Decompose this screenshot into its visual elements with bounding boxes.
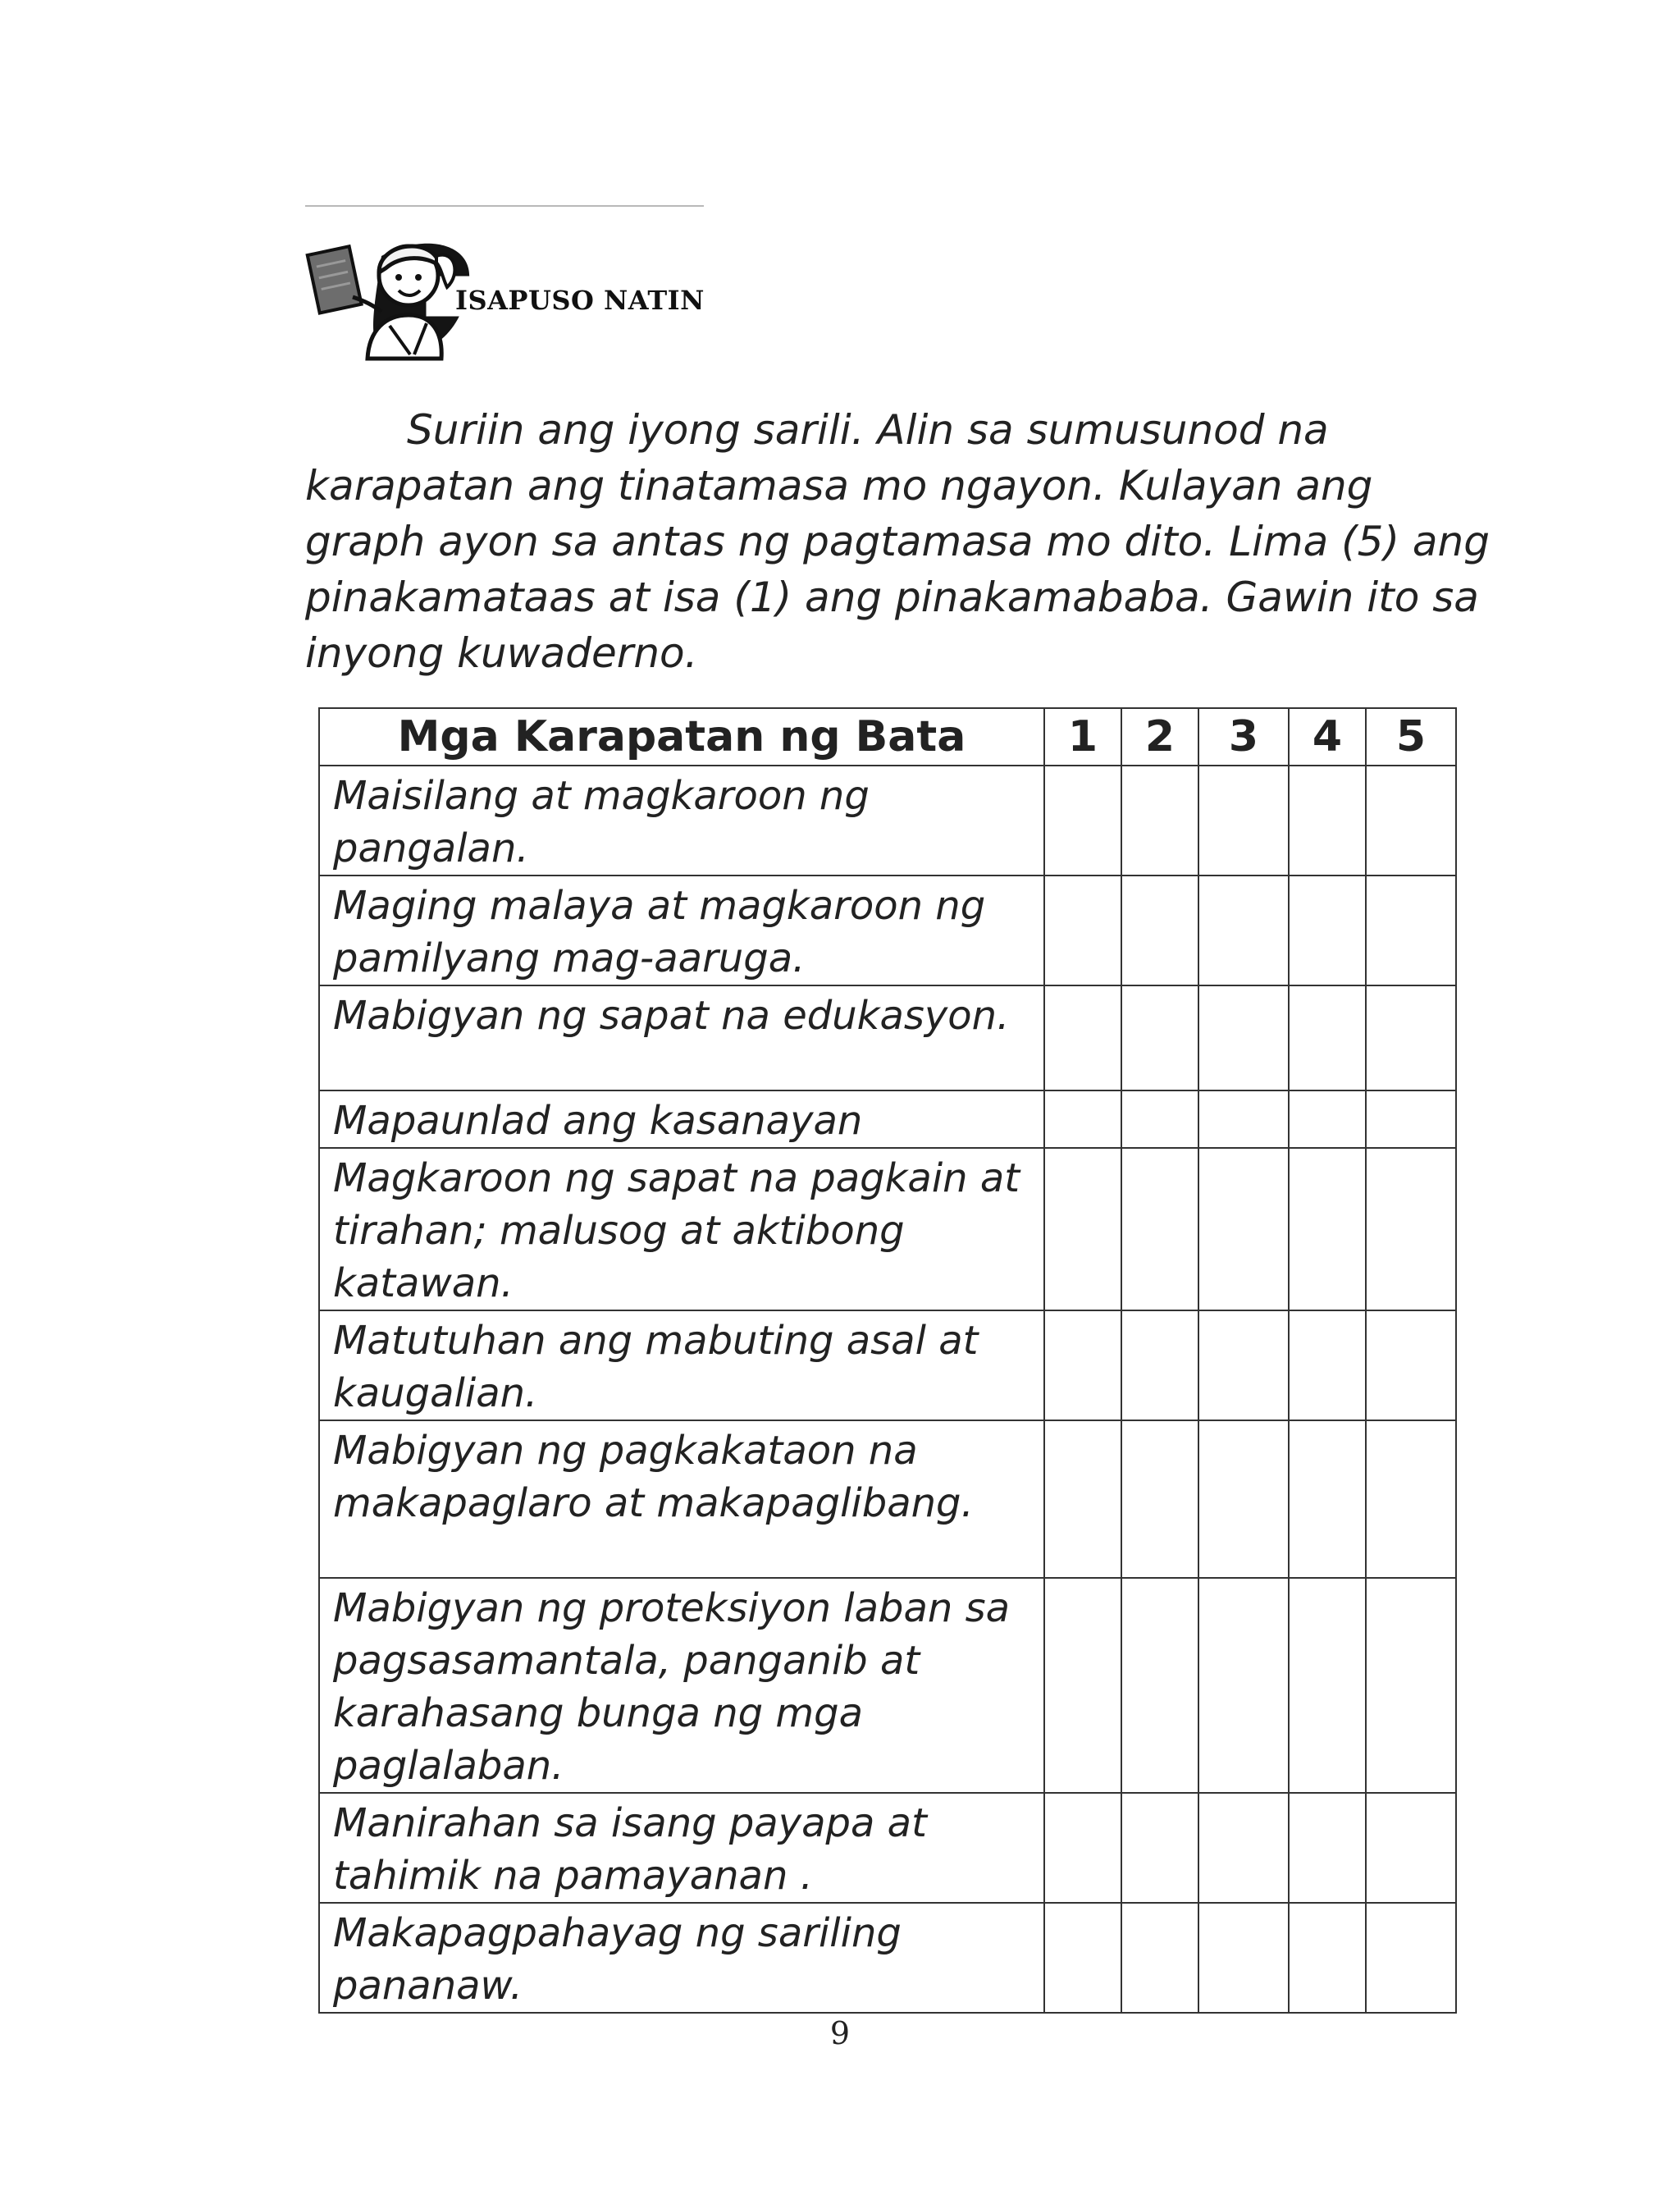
right-label: Mabigyan ng pagkakataon na makapaglaro at makapaglibang.	[319, 1420, 1044, 1578]
rating-cell-1[interactable]	[1044, 1793, 1121, 1903]
header-rating-5: 5	[1366, 708, 1456, 766]
rating-cell-3[interactable]	[1198, 1578, 1289, 1793]
rating-cell-5[interactable]	[1366, 1578, 1456, 1793]
rating-cell-3[interactable]	[1198, 1148, 1289, 1310]
rating-cell-4[interactable]	[1289, 1793, 1366, 1903]
rating-cell-4[interactable]	[1289, 1903, 1366, 2013]
right-label: Makapagpahayag ng sariling pananaw.	[319, 1903, 1044, 2013]
rating-cell-3[interactable]	[1198, 1090, 1289, 1148]
rating-cell-1[interactable]	[1044, 1578, 1121, 1793]
instructions	[305, 402, 1503, 681]
header-rating-4: 4	[1289, 708, 1366, 766]
rating-cell-5[interactable]	[1366, 766, 1456, 876]
table-row	[319, 1420, 1456, 1578]
right-label: Manirahan sa isang payapa at tahimik na pamayanan .	[319, 1793, 1044, 1903]
rating-cell-5[interactable]	[1366, 985, 1456, 1090]
rating-cell-2[interactable]	[1121, 1420, 1198, 1578]
right-label: Matutuhan ang mabuting asal at kaugalian.	[319, 1310, 1044, 1420]
rating-cell-4[interactable]	[1289, 1148, 1366, 1310]
instructions-text: Suriin ang iyong sarili. Alin sa sumusunod na karapatan ang tinatamasa mo ngayon. Kulayan ang graph ayon sa antas ng pagtamasa mo dito. Lima (5) ang pinakamataas at isa (1) ang pinakamababa. Gawin ito sa inyong kuwaderno.	[305, 406, 1490, 677]
section-title: ISAPUSO NATIN	[455, 285, 705, 316]
rating-cell-3[interactable]	[1198, 876, 1289, 985]
rating-cell-4[interactable]	[1289, 1310, 1366, 1420]
table-row	[319, 876, 1456, 985]
right-label: Mapaunlad ang kasanayan	[319, 1090, 1044, 1148]
rating-cell-3[interactable]	[1198, 766, 1289, 876]
rating-cell-2[interactable]	[1121, 766, 1198, 876]
header-rule	[305, 205, 704, 207]
rating-cell-4[interactable]	[1289, 1578, 1366, 1793]
rating-cell-1[interactable]	[1044, 1903, 1121, 2013]
rating-cell-1[interactable]	[1044, 985, 1121, 1090]
rating-cell-1[interactable]	[1044, 766, 1121, 876]
table-row	[319, 1903, 1456, 2013]
rating-cell-2[interactable]	[1121, 1578, 1198, 1793]
page-number: 9	[829, 2015, 851, 2051]
right-label: Mabigyan ng proteksiyon laban sa pagsasamantala, panganib at karahasang bunga ng mga paglalaban.	[319, 1578, 1044, 1793]
rating-cell-3[interactable]	[1198, 1420, 1289, 1578]
section-banner	[304, 223, 714, 363]
right-label: Maging malaya at magkaroon ng pamilyang mag-aaruga.	[319, 876, 1044, 985]
header-rights: Mga Karapatan ng Bata	[319, 708, 1044, 766]
header-rating-2: 2	[1121, 708, 1198, 766]
table-row	[319, 766, 1456, 876]
table-row	[319, 1148, 1456, 1310]
rights-rating-table	[318, 707, 1457, 2014]
rating-cell-1[interactable]	[1044, 1148, 1121, 1310]
rating-cell-2[interactable]	[1121, 1903, 1198, 2013]
rating-cell-2[interactable]	[1121, 1090, 1198, 1148]
rating-cell-5[interactable]	[1366, 1903, 1456, 2013]
table-header-row	[319, 708, 1456, 766]
table-row	[319, 1578, 1456, 1793]
rating-cell-4[interactable]	[1289, 985, 1366, 1090]
table-row	[319, 985, 1456, 1090]
rating-cell-3[interactable]	[1198, 1793, 1289, 1903]
rating-cell-5[interactable]	[1366, 876, 1456, 985]
header-rating-3: 3	[1198, 708, 1289, 766]
rating-cell-5[interactable]	[1366, 1310, 1456, 1420]
rating-cell-2[interactable]	[1121, 1148, 1198, 1310]
table-row	[319, 1310, 1456, 1420]
rating-cell-1[interactable]	[1044, 1420, 1121, 1578]
rating-cell-2[interactable]	[1121, 1793, 1198, 1903]
rating-cell-1[interactable]	[1044, 1310, 1121, 1420]
table-row	[319, 1090, 1456, 1148]
rating-cell-4[interactable]	[1289, 1090, 1366, 1148]
table-row	[319, 1793, 1456, 1903]
right-label: Maisilang at magkaroon ng pangalan.	[319, 766, 1044, 876]
rating-cell-3[interactable]	[1198, 1903, 1289, 2013]
rating-cell-4[interactable]	[1289, 766, 1366, 876]
rating-cell-3[interactable]	[1198, 985, 1289, 1090]
rating-cell-2[interactable]	[1121, 1310, 1198, 1420]
rating-cell-4[interactable]	[1289, 876, 1366, 985]
rating-cell-5[interactable]	[1366, 1793, 1456, 1903]
rating-cell-1[interactable]	[1044, 1090, 1121, 1148]
rating-cell-5[interactable]	[1366, 1148, 1456, 1310]
rating-cell-2[interactable]	[1121, 985, 1198, 1090]
rating-cell-5[interactable]	[1366, 1090, 1456, 1148]
rating-cell-3[interactable]	[1198, 1310, 1289, 1420]
rating-cell-2[interactable]	[1121, 876, 1198, 985]
rating-cell-4[interactable]	[1289, 1420, 1366, 1578]
header-rating-1: 1	[1044, 708, 1121, 766]
rating-cell-5[interactable]	[1366, 1420, 1456, 1578]
rating-cell-1[interactable]	[1044, 876, 1121, 985]
right-label: Mabigyan ng sapat na edukasyon.	[319, 985, 1044, 1090]
right-label: Magkaroon ng sapat na pagkain at tirahan; malusog at aktibong katawan.	[319, 1148, 1044, 1310]
